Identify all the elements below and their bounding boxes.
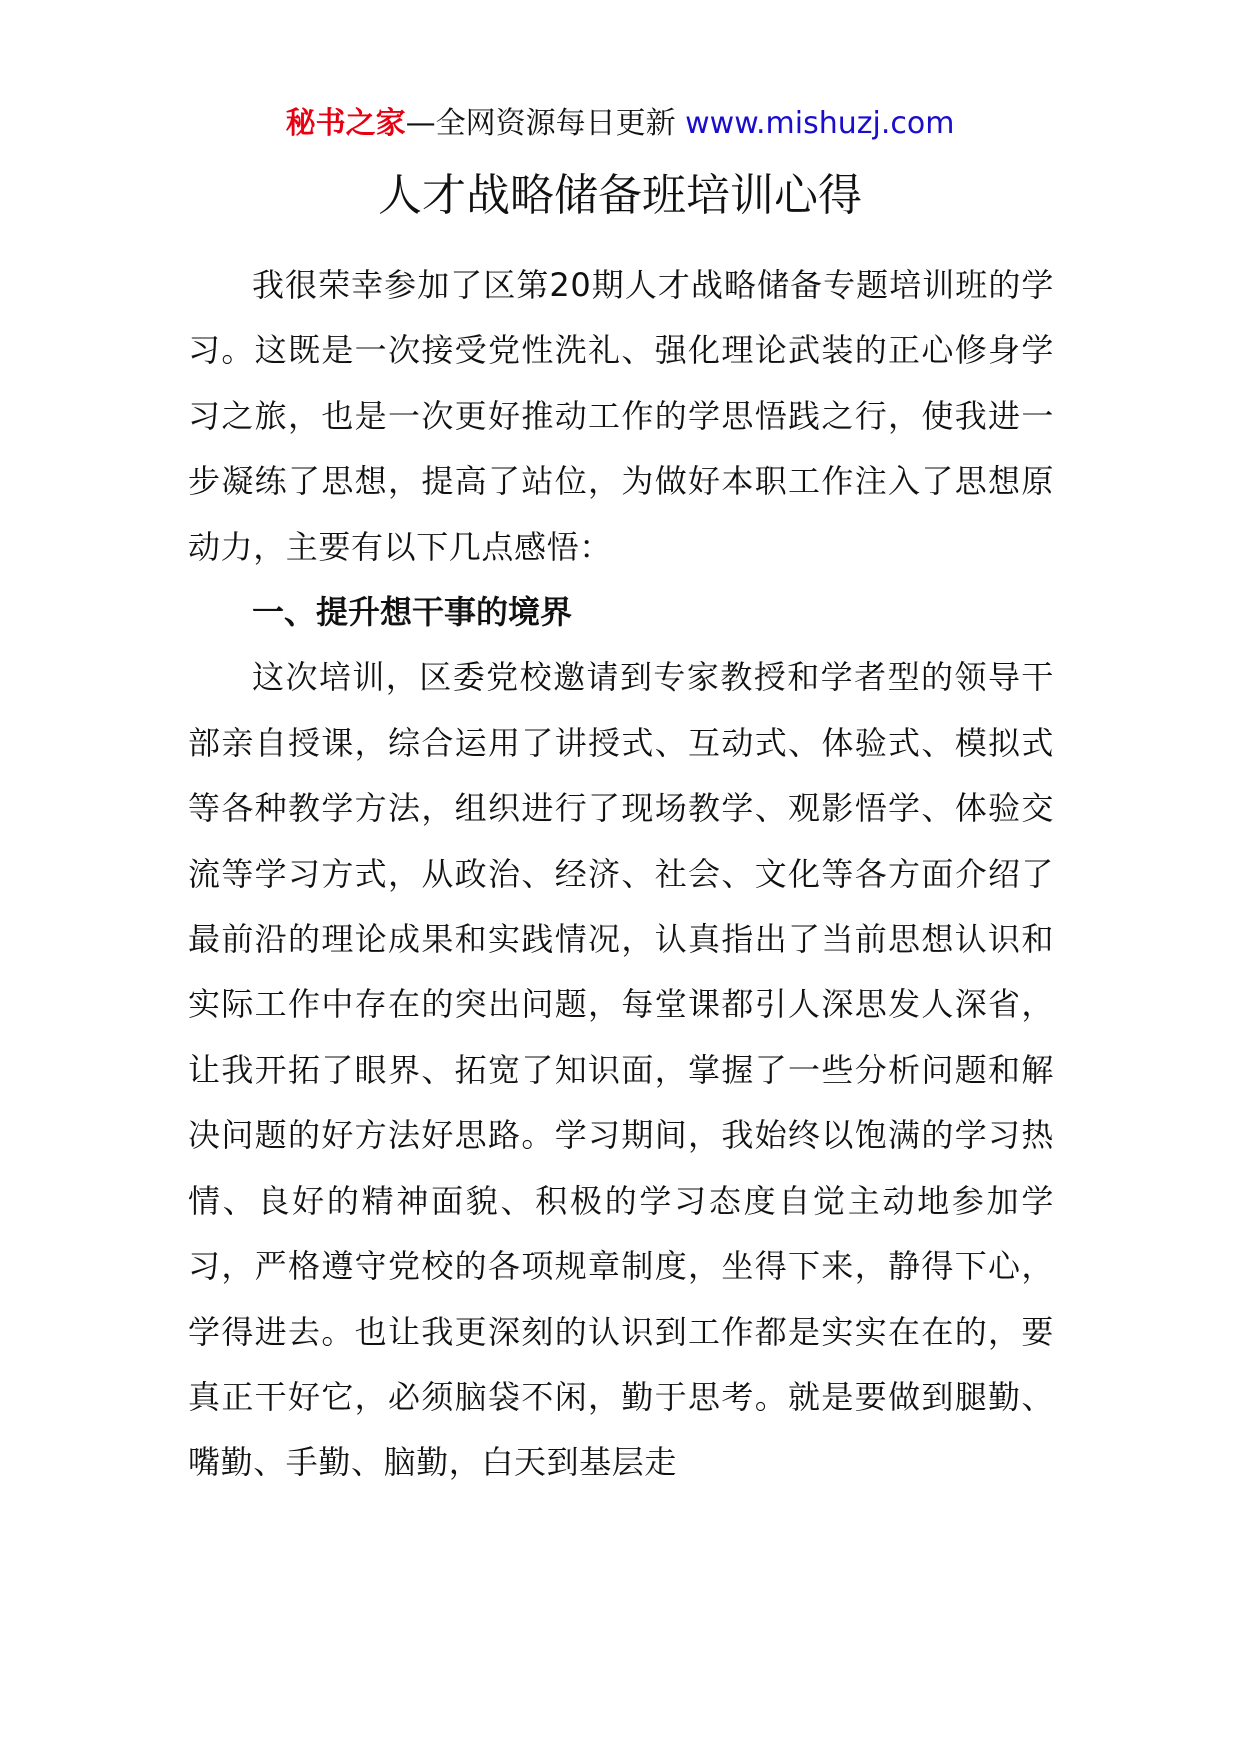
site-url-link[interactable]: www.mishuzj.com: [685, 106, 955, 141]
document-body: [188, 253, 1054, 1496]
section-paragraph: 这次培训，区委党校邀请到专家教授和学者型的领导干部亲自授课，综合运用了讲授式、互动式、体验式、模拟式等各种教学方法，组织进行了现场教学、观影悟学、体验交流等学习方式，从政治、经济、社会、文化等各方面介绍了最前沿的理论成果和实践情况，认真指出了当前思想认识和实际工作中存在的突出问题，每堂课都引人深思发人深省，让我开拓了眼界、拓宽了知识面，掌握了一些分析问题和解决问题的好方法好思路。学习期间，我始终以饱满的学习热情、良好的精神面貌、积极的学习态度自觉主动地参加学习，严格遵守党校的各项规章制度，坐得下来，静得下心，学得进去。也让我更深刻的认识到工作都是实实在在的，要真正干好它，必须脑袋不闲，勤于思考。就是要做到腿勤、嘴勤、手勤、脑勤，白天到基层走: [188, 658, 1054, 1482]
site-banner: [0, 104, 1240, 144]
intro-paragraph: 我很荣幸参加了区第20期人才战略储备专题培训班的学习。这既是一次接受党性洗礼、强化理论武装的正心修身学习之旅，也是一次更好推动工作的学思悟践之行，使我进一步凝练了思想，提高了站位，为做好本职工作注入了思想原动力，主要有以下几点感悟：: [188, 266, 1054, 566]
document-title: 人才战略储备班培训心得: [378, 170, 862, 221]
brand-name: 秘书之家: [285, 106, 406, 141]
section-heading: 一、提升想干事的境界: [252, 593, 573, 632]
banner-tagline: —全网资源每日更新: [405, 106, 676, 141]
